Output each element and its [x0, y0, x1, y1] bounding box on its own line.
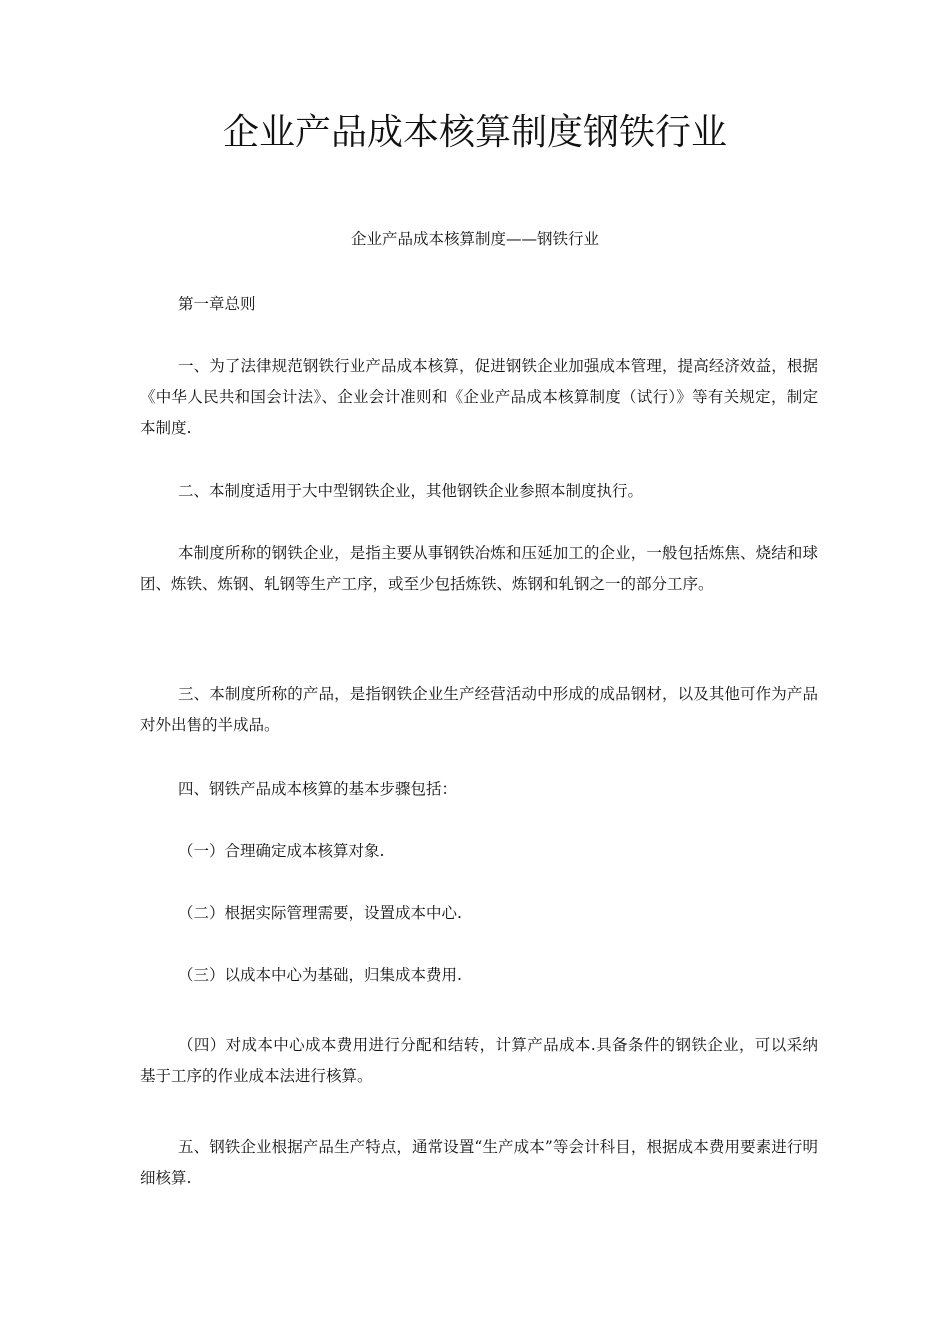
- document-subtitle: 企业产品成本核算制度——钢铁行业: [350, 230, 599, 248]
- document-title: 企业产品成本核算制度钢铁行业: [222, 112, 727, 153]
- paragraph-article-1: 一、为了法律规范钢铁行业产品成本核算，促进钢铁企业加强成本管理，提高经济效益，根据《中华人民共和国会计法》、企业会计准则和《企业产品成本核算制度（试行）》等有关规定，制定本制度.: [140, 357, 818, 437]
- paragraph-steel-enterprise-definition: 本制度所称的钢铁企业，是指主要从事钢铁冶炼和压延加工的企业，一般包括炼焦、烧结和球团、炼铁、炼钢、轧钢等生产工序，或至少包括炼铁、炼钢和轧钢之一的部分工序。: [140, 544, 818, 593]
- step-item-1: （一）合理确定成本核算对象.: [178, 842, 385, 860]
- step-item-2: （二）根据实际管理需要，设置成本中心.: [178, 904, 462, 922]
- step-item-4: （四）对成本中心成本费用进行分配和结转，计算产品成本.具备条件的钢铁企业，可以采纳基于工序的作业成本法进行核算。: [140, 1036, 818, 1085]
- step-item-3: （三）以成本中心为基础，归集成本费用.: [178, 966, 462, 984]
- paragraph-article-4: 四、钢铁产品成本核算的基本步骤包括：: [178, 780, 458, 798]
- chapter-heading: 第一章总则: [178, 295, 256, 313]
- paragraph-article-5: 五、钢铁企业根据产品生产特点，通常设置“生产成本”等会计科目，根据成本费用要素进行明细核算.: [140, 1138, 818, 1187]
- paragraph-article-3: 三、本制度所称的产品，是指钢铁企业生产经营活动中形成的成品钢材，以及其他可作为产品对外出售的半成品。: [140, 685, 818, 734]
- paragraph-article-2: 二、本制度适用于大中型钢铁企业，其他钢铁企业参照本制度执行。: [178, 482, 644, 500]
